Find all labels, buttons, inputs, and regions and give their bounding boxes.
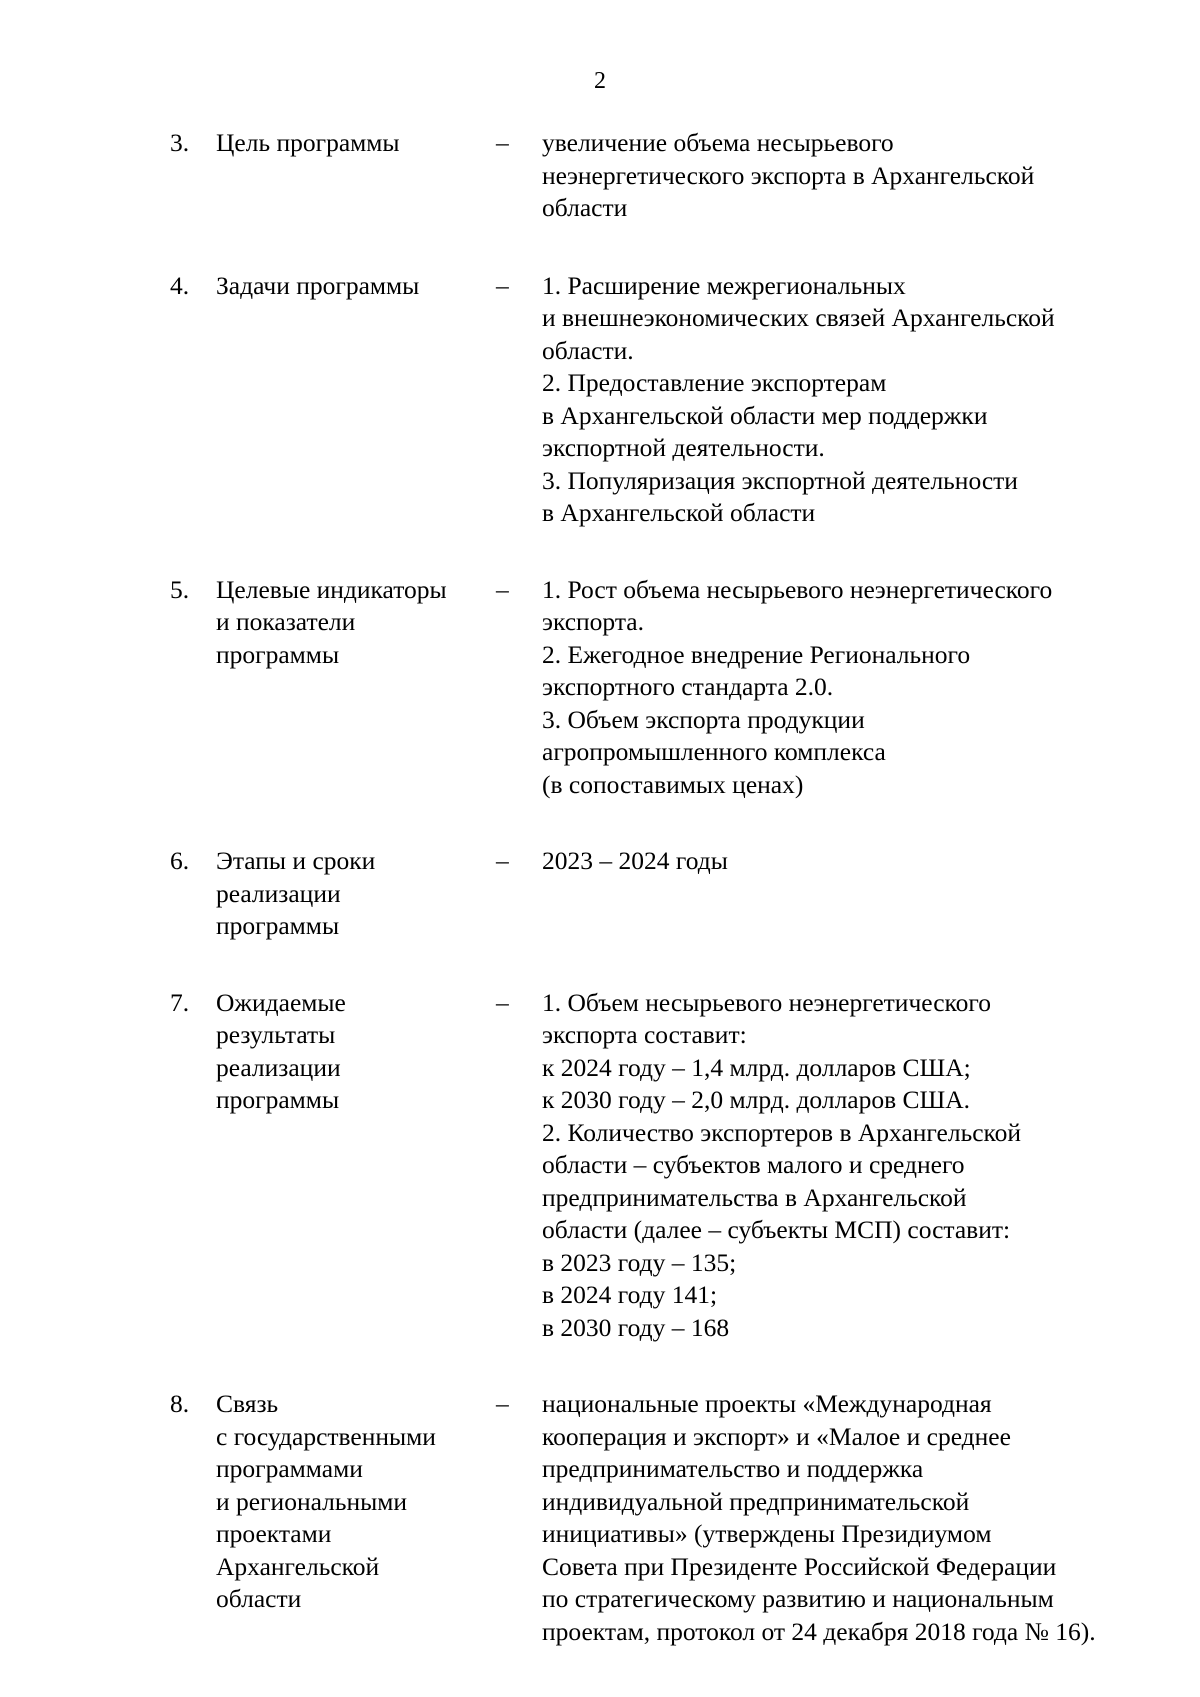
row-dash: – bbox=[496, 270, 509, 300]
row-content-line: неэнергетического экспорта в Архангельской bbox=[542, 160, 1035, 190]
row-content bbox=[542, 845, 1142, 878]
row-label-line: реализации bbox=[216, 1052, 341, 1082]
row-label bbox=[216, 987, 486, 1117]
row-label-line: программы bbox=[216, 639, 340, 669]
row-content bbox=[542, 574, 1142, 802]
row-number: 7. bbox=[170, 987, 190, 1017]
row-label-line: Связь bbox=[216, 1389, 279, 1418]
row-content-line: экспортного стандарта 2.0. bbox=[542, 672, 834, 701]
row-content-line: 1. Рост объема несырьевого неэнергетического bbox=[542, 574, 1053, 604]
program-passport-table bbox=[0, 127, 1200, 1648]
passport-row-results bbox=[0, 987, 1200, 1345]
row-number: 5. bbox=[170, 574, 190, 604]
row-content-line: кооперация и экспорт» и «Малое и среднее bbox=[542, 1421, 1011, 1451]
row-label-line: реализации bbox=[216, 878, 341, 908]
row-content-line: национальные проекты «Международная bbox=[542, 1389, 992, 1418]
row-content-line: 3. Популяризация экспортной деятельности bbox=[542, 465, 1018, 495]
row-content-line: области – субъектов малого и среднего bbox=[542, 1150, 965, 1179]
row-label-line: Целевые индикаторы bbox=[216, 574, 447, 604]
row-dash: – bbox=[496, 574, 509, 604]
row-content-line: экспорта. bbox=[542, 607, 644, 636]
row-content-line: предпринимательства в Архангельской bbox=[542, 1182, 967, 1212]
passport-row-stages bbox=[0, 845, 1200, 943]
row-content-line: 2. Ежегодное внедрение Регионального bbox=[542, 639, 971, 669]
row-label-line: области bbox=[216, 1584, 302, 1613]
row-content-line: в Архангельской области мер поддержки bbox=[542, 400, 988, 430]
row-content-line: в 2023 году – 135; bbox=[542, 1247, 737, 1277]
row-content-line: 2023 – 2024 годы bbox=[542, 846, 728, 875]
row-content bbox=[542, 270, 1142, 530]
row-content-line: 2. Количество экспортеров в Архангельской bbox=[542, 1117, 1022, 1147]
row-content bbox=[542, 987, 1142, 1345]
row-content-line: области (далее – субъекты МСП) составит: bbox=[542, 1215, 1011, 1244]
row-content-line: области bbox=[542, 193, 628, 222]
row-content bbox=[542, 127, 1142, 225]
row-content-line: предпринимательство и поддержка bbox=[542, 1454, 924, 1483]
row-label bbox=[216, 845, 486, 943]
row-label-line: Этапы и сроки bbox=[216, 846, 376, 875]
row-number: 3. bbox=[170, 128, 190, 157]
row-label bbox=[216, 270, 486, 303]
row-number: 8. bbox=[170, 1389, 190, 1418]
row-content-line: индивидуальной предпринимательской bbox=[542, 1486, 970, 1516]
row-label bbox=[216, 127, 486, 160]
row-content-line: инициативы» (утверждены Президиумом bbox=[542, 1519, 992, 1548]
row-label-line: результаты bbox=[216, 1020, 336, 1049]
row-dash: – bbox=[496, 846, 509, 875]
row-content-line: 2. Предоставление экспортерам bbox=[542, 368, 887, 397]
row-number: 6. bbox=[170, 846, 190, 875]
passport-row-tasks bbox=[0, 270, 1200, 530]
row-content-line: и внешнеэкономических связей Архангельской bbox=[542, 303, 1055, 332]
passport-row-indicators bbox=[0, 574, 1200, 802]
row-content-line: 1. Объем несырьевого неэнергетического bbox=[542, 987, 991, 1017]
row-content-line: (в сопоставимых ценах) bbox=[542, 769, 804, 799]
row-label-line: программы bbox=[216, 911, 340, 940]
row-label-line: программами bbox=[216, 1454, 363, 1483]
row-label-line: Архангельской bbox=[216, 1551, 380, 1581]
row-content-line: Совета при Президенте Российской Федерации bbox=[542, 1551, 1057, 1581]
row-content-line: по стратегическому развитию и национальным bbox=[542, 1584, 1054, 1613]
row-content bbox=[542, 1388, 1142, 1648]
row-content-line: к 2024 году – 1,4 млрд. долларов США; bbox=[542, 1052, 971, 1082]
passport-row-goal bbox=[0, 127, 1200, 225]
row-label bbox=[216, 574, 486, 672]
row-content-line: проектам, протокол от 24 декабря 2018 года № 16). bbox=[542, 1616, 1096, 1646]
row-content-line: к 2030 году – 2,0 млрд. долларов США. bbox=[542, 1085, 971, 1114]
row-content-line: экспорта составит: bbox=[542, 1020, 747, 1049]
row-content-line: в Архангельской области bbox=[542, 498, 816, 527]
row-label-line: проектами bbox=[216, 1519, 332, 1548]
row-content-line: 1. Расширение межрегиональных bbox=[542, 270, 906, 300]
row-dash: – bbox=[496, 987, 509, 1017]
row-content-line: экспортной деятельности. bbox=[542, 433, 825, 462]
row-content-line: увеличение объема несырьевого bbox=[542, 128, 894, 157]
row-dash: – bbox=[496, 1389, 509, 1418]
row-label-line: Задачи программы bbox=[216, 270, 420, 300]
row-content-line: агропромышленного комплекса bbox=[542, 737, 886, 766]
passport-row-links bbox=[0, 1388, 1200, 1648]
row-number: 4. bbox=[170, 270, 190, 300]
row-content-line: в 2030 году – 168 bbox=[542, 1312, 730, 1342]
row-label-line: и региональными bbox=[216, 1486, 408, 1516]
row-content-line: области. bbox=[542, 335, 634, 365]
row-dash: – bbox=[496, 128, 509, 157]
row-content-line: 3. Объем экспорта продукции bbox=[542, 704, 865, 734]
row-label-line: Ожидаемые bbox=[216, 987, 346, 1017]
row-content-line: в 2024 году 141; bbox=[542, 1280, 718, 1309]
row-label bbox=[216, 1388, 486, 1616]
row-label-line: с государственными bbox=[216, 1421, 436, 1451]
page-number: 2 bbox=[594, 68, 606, 94]
row-label-line: и показатели bbox=[216, 607, 356, 636]
row-label-line: программы bbox=[216, 1085, 340, 1114]
row-label-line: Цель программы bbox=[216, 128, 400, 157]
